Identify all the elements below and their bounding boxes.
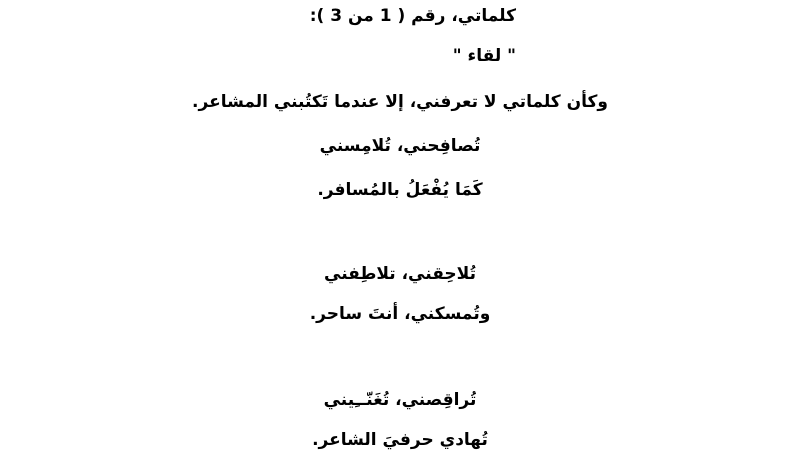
poem-line: وكأن كلماتي لا تعرفني، إلا عندما تَكتُبني المشاعر. [192, 92, 608, 112]
poem-line: وتُمسكني، أنتَ ساحر. [309, 304, 491, 324]
poem-line: تُصافِحني، تُلامِسني [319, 136, 481, 156]
poem-line: تُلاحِقني، تلاطِفني [324, 264, 476, 284]
poem-title: " لقاء " [452, 46, 516, 66]
page-header: كلماتي، رقم ( 1 من 3 ): [309, 6, 516, 26]
poem-line: تُهادي حرفيَ الشاعر. [312, 430, 488, 450]
poem-line: كَمَا يُفْعَلُ بالمُسافر. [317, 180, 483, 200]
poem-line: تُراقِصني، تُغَنّــِيني [323, 390, 477, 410]
